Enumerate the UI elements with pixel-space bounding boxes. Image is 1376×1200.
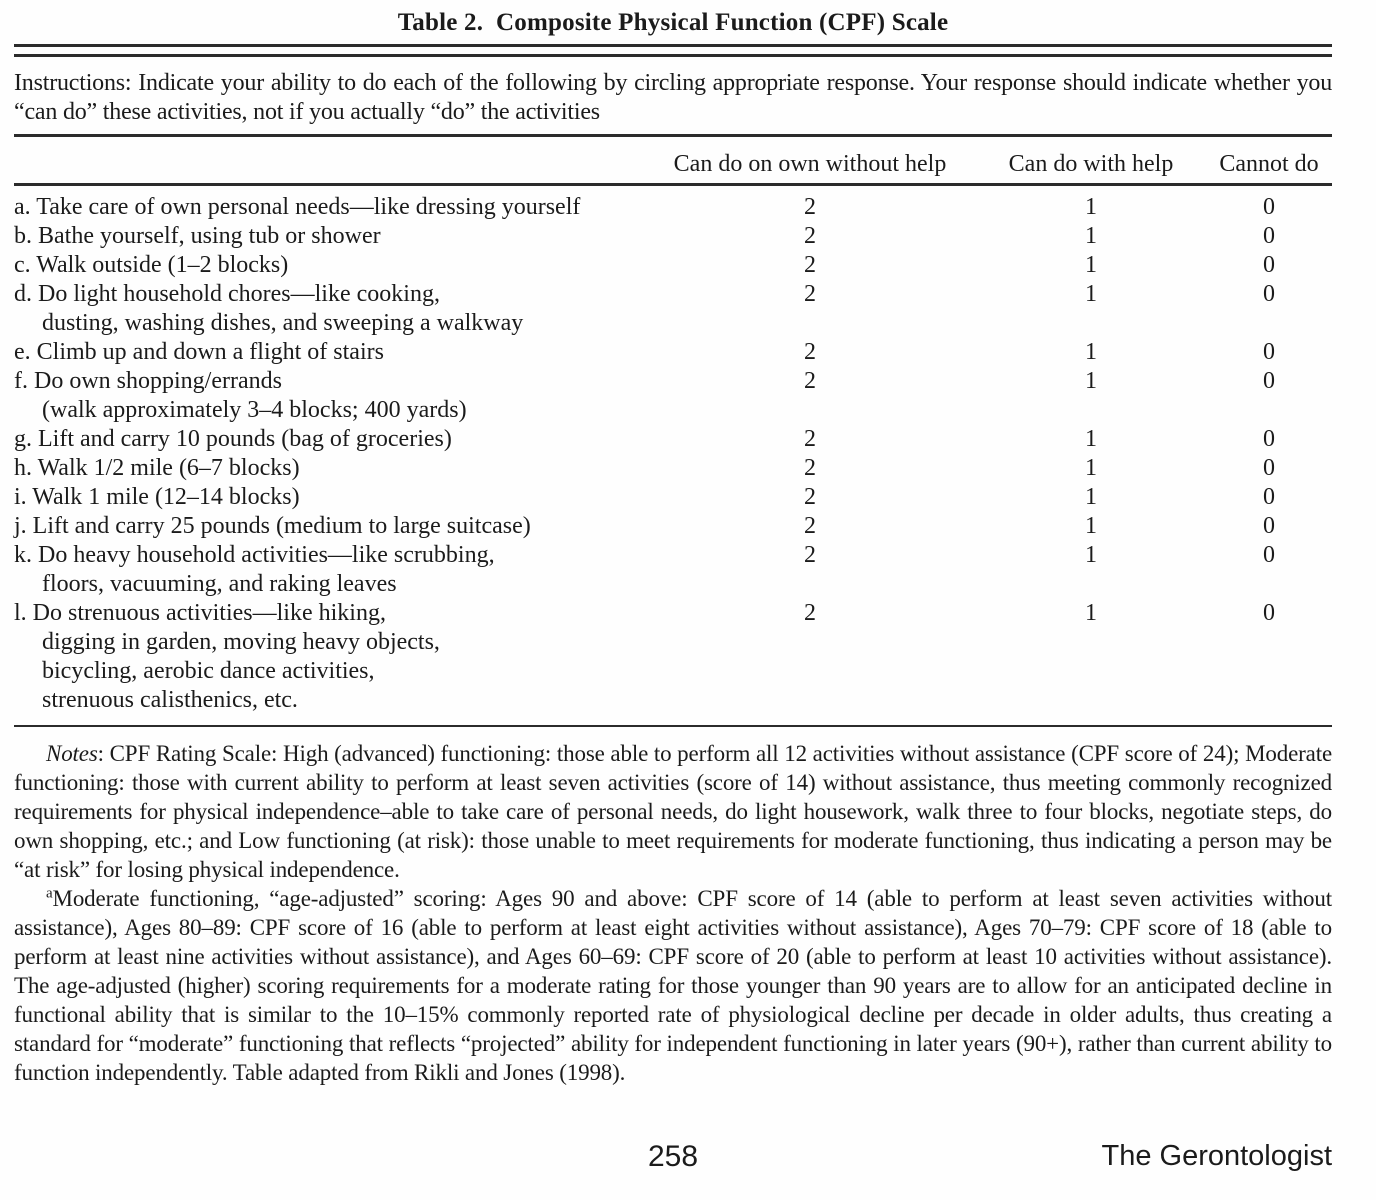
table-header-row [14,137,1332,179]
activity-text: j. Lift and carry 25 pounds (medium to large suitcase) [14,513,531,539]
score-cannot-do: 0 [1263,339,1275,365]
table-row [14,280,1332,338]
score-cannot-do: 0 [1263,281,1275,307]
top-double-rule [14,44,1332,57]
activity-text: c. Walk outside (1–2 blocks) [14,252,289,278]
score-can-do-with-help: 1 [1085,513,1097,539]
score-can-do-without-help: 2 [804,194,816,220]
table-row [14,222,1332,251]
activity-text: g. Lift and carry 10 pounds (bag of groceries) [14,426,452,452]
activity-text: f. Do own shopping/errands [14,368,282,394]
score-can-do-without-help: 2 [804,281,816,307]
score-cannot-do: 0 [1263,368,1275,394]
activity-text: l. Do strenuous activities—like hiking, [14,600,386,626]
table-row [14,599,1332,715]
activity-cell [14,193,644,222]
score-cannot-do: 0 [1263,600,1275,626]
notes-paragraph-1 [14,739,1332,884]
score-cannot-do: 0 [1263,194,1275,220]
score-can-do-without-help: 2 [804,223,816,249]
activity-cell [14,280,644,338]
table-row [14,425,1332,454]
score-can-do-with-help: 1 [1085,542,1097,568]
table-row [14,251,1332,280]
table-row [14,541,1332,599]
activity-text: e. Climb up and down a flight of stairs [14,339,384,365]
activity-cell [14,599,644,715]
score-can-do-without-help: 2 [804,600,816,626]
activity-cell [14,338,644,367]
activity-cell [14,483,644,512]
footnote-marker-a: a [46,885,53,902]
page-footer [14,1140,1332,1184]
score-cannot-do: 0 [1263,484,1275,510]
notes-paragraph-2 [14,884,1332,1087]
score-cannot-do: 0 [1263,513,1275,539]
table-row [14,193,1332,222]
score-can-do-with-help: 1 [1085,455,1097,481]
activity-cell [14,251,644,280]
notes-paragraph-2-text: Moderate functioning, “age-adjusted” scoring: Ages 90 and above: CPF score of 14 (able to perform at least seven activities without assistance), Ages 80–89: CPF score of 16 (able to perform at least eight activities without assistance), Ages 70–79: CPF score of 18 (able to perform at least nine activities without assistance), and Ages 60–69: CPF score of 20 (able to perform at least 10 activities without assistance). The age-adjusted (higher) scoring requirements for a moderate rating for those younger than 90 years are to allow for an anticipated decline in functional ability that is similar to the 10–15% commonly reported rate of physiological decline per decade in older adults, thus creating a standard for “moderate” functioning that reflects “projected” ability for independent functioning in later years (90+), rather than current ability to function independently. Table adapted from Rikli and Jones (1998). [14,886,1332,1085]
column-header-can-do-with-help: Can do with help [1008,151,1174,177]
score-cannot-do: 0 [1263,223,1275,249]
activity-text: a. Take care of own personal needs—like dressing yourself [14,194,581,220]
notes-label: Notes [46,741,98,766]
score-can-do-without-help: 2 [804,484,816,510]
score-cannot-do: 0 [1263,426,1275,452]
score-can-do-with-help: 1 [1085,368,1097,394]
table-body [14,186,1332,717]
score-can-do-with-help: 1 [1085,252,1097,278]
score-cannot-do: 0 [1263,542,1275,568]
activity-cell [14,222,644,251]
activity-column-spacer [14,150,644,179]
notes-paragraph-1-text: : CPF Rating Scale: High (advanced) functioning: those able to perform all 12 activities without assistance (CPF score of 24); Moderate functioning: those with current ability to perform at least seven activities (score of 14) without assistance, thus meeting commonly recognized requirements for physical independence–able to take care of personal needs, do light housework, walk three to four blocks, negotiate steps, do own shopping, etc.; and Low functioning (at risk): those unable to meet requirements for moderate functioning, thus indicating a person may be “at risk” for losing physical independence. [14,741,1332,882]
activity-continuation-text: strenuous calisthenics, etc. [42,687,298,713]
score-can-do-without-help: 2 [804,513,816,539]
score-can-do-without-help: 2 [804,368,816,394]
activity-continuation-text: floors, vacuuming, and raking leaves [42,571,397,597]
score-can-do-without-help: 2 [804,455,816,481]
journal-name: The Gerontologist [1101,1140,1332,1172]
activity-text: h. Walk 1/2 mile (6–7 blocks) [14,455,300,481]
score-can-do-without-help: 2 [804,426,816,452]
activity-text: i. Walk 1 mile (12–14 blocks) [14,484,300,510]
activity-text: b. Bathe yourself, using tub or shower [14,223,381,249]
score-can-do-with-help: 1 [1085,339,1097,365]
score-can-do-with-help: 1 [1085,194,1097,220]
score-can-do-with-help: 1 [1085,426,1097,452]
activity-continuation-text: bicycling, aerobic dance activities, [42,658,375,684]
column-header-can-do-without-help: Can do on own without help [673,151,947,177]
table-row [14,338,1332,367]
score-can-do-with-help: 1 [1085,281,1097,307]
column-header-cannot-do: Cannot do [1219,151,1319,177]
activity-continuation-text: dusting, washing dishes, and sweeping a walkway [42,310,524,336]
instructions-text: Instructions: Indicate your ability to do each of the following by circling appropriate response. Your response should indicate whether you “can do” these activities, not if you actually “do” the activities [14,70,1332,125]
activity-continuation-text: digging in garden, moving heavy objects, [42,629,440,655]
score-can-do-with-help: 1 [1085,223,1097,249]
score-can-do-without-help: 2 [804,252,816,278]
table-row [14,483,1332,512]
page-content [14,0,1332,1087]
score-can-do-with-help: 1 [1085,484,1097,510]
activity-cell [14,512,644,541]
activity-cell [14,425,644,454]
score-cannot-do: 0 [1263,455,1275,481]
activity-cell [14,454,644,483]
activity-cell [14,367,644,425]
activity-text: k. Do heavy household activities—like scrubbing, [14,542,495,568]
table-row [14,454,1332,483]
activity-cell [14,541,644,599]
page-number: 258 [647,1140,699,1173]
score-can-do-without-help: 2 [804,542,816,568]
score-can-do-without-help: 2 [804,339,816,365]
table-title: Table 2. Composite Physical Function (CPF) Scale [397,9,949,36]
activity-continuation-text: (walk approximately 3–4 blocks; 400 yards) [42,397,467,423]
score-can-do-with-help: 1 [1085,600,1097,626]
table-row [14,512,1332,541]
score-cannot-do: 0 [1263,252,1275,278]
notes-section [14,727,1332,1087]
activity-text: d. Do light household chores—like cooking, [14,281,440,307]
table-row [14,367,1332,425]
